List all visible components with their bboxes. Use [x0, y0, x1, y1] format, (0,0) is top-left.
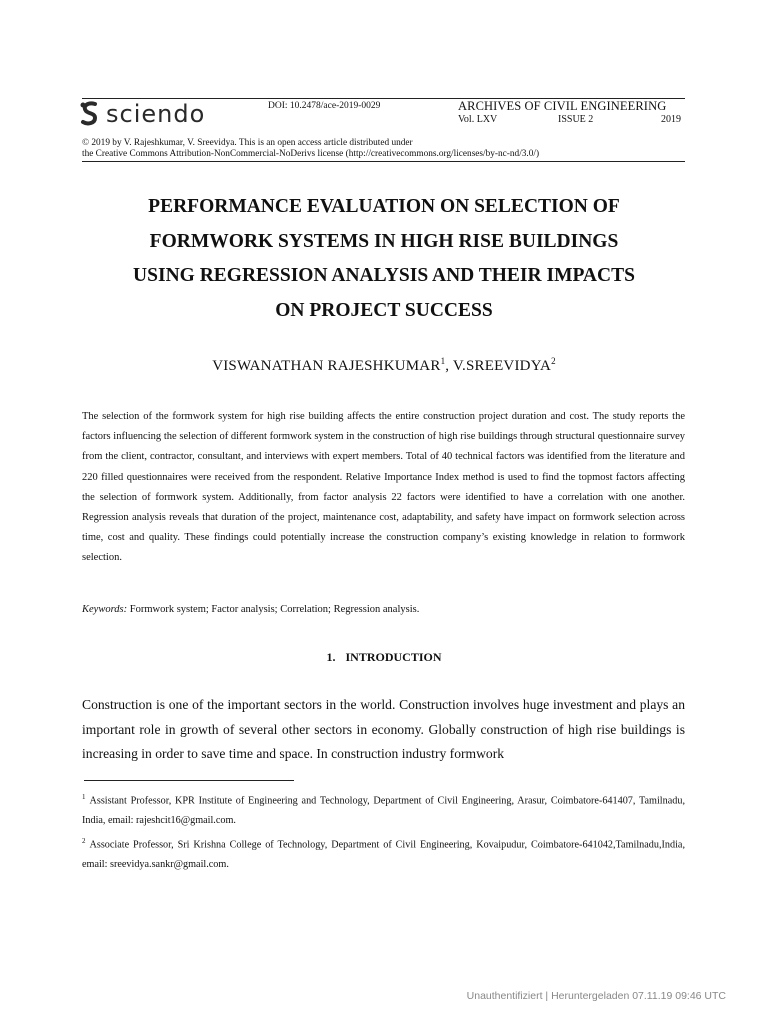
intro-paragraph: Construction is one of the important sectors in the world. Construction involves huge investment and plays an important role in growth of several other sectors in economy. Globally construction of high rise buildings is increasing in order to save time and space. In construction industry formwork: [82, 697, 685, 761]
section-heading: [0, 650, 768, 665]
sciendo-logo-icon: [80, 101, 100, 127]
footnote: [82, 832, 685, 874]
copyright-line: © 2019 by V. Rajeshkumar, V. Sreevidya. This is an open access article distributed under: [82, 138, 413, 148]
journal-name: ARCHIVES OF CIVIL ENGINEERING: [458, 99, 667, 113]
journal-year: 2019: [661, 114, 681, 125]
footnote-marker: 2: [82, 837, 86, 846]
journal-issue: ISSUE 2: [558, 114, 594, 125]
title-line: FORMWORK SYSTEMS IN HIGH RISE BUILDINGS: [149, 230, 619, 252]
publisher-logo: [80, 101, 205, 127]
title-line: USING REGRESSION ANALYSIS AND THEIR IMPACTS: [133, 265, 635, 286]
title-line: ON PROJECT SUCCESS: [275, 299, 493, 321]
title-line: PERFORMANCE EVALUATION ON SELECTION OF: [148, 196, 620, 217]
author-separator: ,: [445, 358, 453, 374]
footnote: [82, 788, 685, 830]
doi: DOI: 10.2478/ace-2019-0029: [268, 101, 381, 111]
footnotes: [82, 788, 685, 877]
author-name: VISWANATHAN RAJESHKUMAR: [212, 358, 441, 374]
footnote-text: Associate Professor, Sri Krishna College of Technology, Department of Civil Engineering, Kovaipudur, Coimbatore-641042,Tamilnadu,India, email: sreevidya.sankr@gmail.com.: [82, 839, 685, 871]
keywords-text: Formwork system; Factor analysis; Correlation; Regression analysis.: [127, 604, 420, 615]
author-list: [60, 356, 708, 375]
footnote-text: Assistant Professor, KPR Institute of Engineering and Technology, Department of Civil Engineering, Arasur, Coimbatore-641407, Tamilnadu, India, email: rajeshcit16@gmail.com.: [82, 795, 685, 826]
footnote-marker: 1: [82, 793, 86, 801]
keywords: [82, 604, 685, 615]
publisher-name: sciendo: [106, 100, 206, 128]
footnote-rule: [84, 780, 294, 781]
copyright-notice: [82, 138, 692, 160]
header-bottom-rule: [82, 161, 685, 162]
section-number: 1.: [326, 650, 336, 664]
author-name: V.SREEVIDYA: [452, 358, 552, 374]
keywords-label: Keywords:: [82, 604, 128, 615]
copyright-line: the Creative Commons Attribution-NonCommercial-NoDerivs license (http://creativecommons.org/licenses/by-nc-nd/3.0/): [82, 149, 540, 159]
journal-volume: Vol. LXV: [458, 114, 498, 125]
abstract: The selection of the formwork system for high rise building affects the entire construction project duration and cost. The study reports the factors influencing the selection of different formwork system in the construction of high rise buildings through structural questionnaire survey from the client, contractor, consultant, and interviews with expert members. Total of 40 technical factors was identified from the literature and 220 filled questionnaires were received from the respondent. Relative Importance Index method is used to find the topmost factors affecting the selection of formwork system. Additionally, from factor analysis 22 factors were identified to have a correlation with one another. Regression analysis reveals that duration of the project, maintenance cost, adaptability, and safety have impact on formwork selection across time, cost and quality. These findings could potentially increase the construction company’s existing knowledge in relation to formwork selection.: [82, 411, 685, 564]
article-title: [60, 190, 708, 328]
section-title: INTRODUCTION: [345, 650, 442, 664]
author-affiliation-marker: 2: [551, 356, 556, 366]
author-affiliation-marker: 1: [440, 356, 446, 366]
download-watermark: Unauthentifiziert | Heruntergeladen 07.11.19 09:46 UTC: [466, 990, 726, 1002]
